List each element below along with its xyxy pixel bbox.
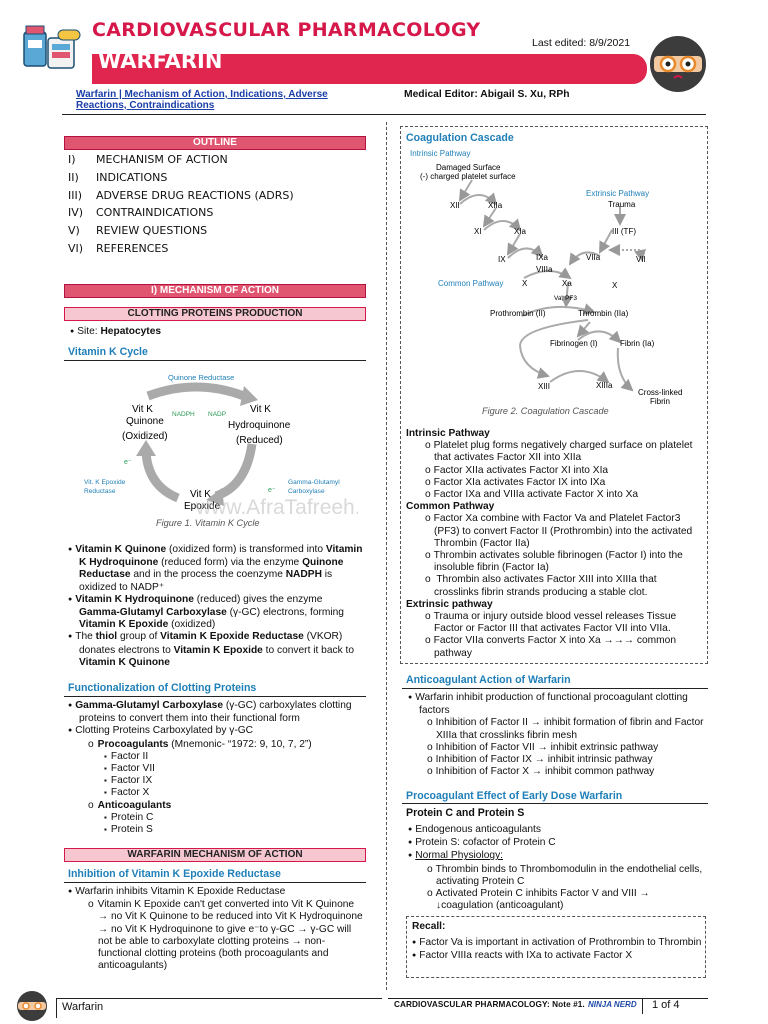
- recall-title: Recall:: [412, 921, 446, 932]
- fig-vitk-quinone: Vit K: [132, 404, 153, 415]
- fig2-ixa: IXa: [536, 253, 549, 262]
- fig2-iii: III (TF): [612, 227, 636, 236]
- fig2-xa: Xa: [562, 279, 572, 288]
- fig-epoxide: Epoxide: [184, 501, 221, 512]
- extrinsic-heading: Extrinsic pathway: [406, 598, 493, 610]
- course-title: CARDIOVASCULAR PHARMACOLOGY: [92, 19, 481, 41]
- fig-electron-left: e⁻: [124, 459, 132, 466]
- fig2-xia: XIa: [514, 227, 527, 236]
- vitk-cycle-rule: [64, 360, 366, 361]
- fig2-xiiia: XIIIa: [596, 381, 613, 390]
- quinone-reductase-label: Quinone Reductase: [168, 373, 235, 382]
- fig-electron-right: e⁻: [268, 487, 276, 494]
- column-divider: [386, 122, 387, 990]
- fig-vitk-hydro: Vit K: [250, 404, 271, 415]
- fig2-xii: XII: [450, 201, 460, 210]
- fig-quinone: Quinone: [126, 416, 164, 427]
- video-link[interactable]: Warfarin | Mechanism of Action, Indications, Adverse Reactions, Contraindications: [76, 89, 328, 111]
- vkor-inhibition-title: Inhibition of Vitamin K Epoxide Reductase: [68, 868, 281, 880]
- fig-vitk-epoxide: Vit K: [190, 489, 211, 500]
- fig2-damaged1: Damaged Surface: [436, 163, 501, 172]
- footer-ninja-icon: [14, 990, 50, 1022]
- fig2-thrombin: Thrombin (IIa): [578, 309, 629, 318]
- fig2-damaged2: (-) charged platelet surface: [420, 172, 516, 181]
- fig2-ix: IX: [498, 255, 506, 264]
- fig-reduced: (Reduced): [236, 435, 283, 446]
- fig2-xi: XI: [474, 227, 482, 236]
- fig-vker1: Vit. K Epoxide: [84, 479, 126, 486]
- fig2-common-label: Common Pathway: [438, 279, 504, 288]
- anticoag-item: ▪ Protein C: [68, 812, 364, 824]
- outline-item[interactable]: VI) REFERENCES: [68, 241, 169, 255]
- outline-item[interactable]: II) INDICATIONS: [68, 170, 168, 184]
- fig2-crosslinked1: Cross-linked: [638, 388, 683, 397]
- procoag-item: ▪ Factor X: [68, 787, 364, 799]
- last-edited: Last edited: 8/9/2021: [532, 37, 631, 49]
- anticoag-item: ▪ Protein S: [68, 824, 364, 836]
- outline-title: OUTLINE: [64, 136, 366, 150]
- medical-editor: Medical Editor: Abigail S. Xu, RPh: [404, 89, 570, 100]
- fig2-xiii: XIII: [538, 382, 551, 391]
- moa-title: I) MECHANISM OF ACTION: [64, 284, 366, 298]
- fig2-extrinsic-label: Extrinsic Pathway: [586, 189, 650, 198]
- procoag-effect-title: Procoagulant Effect of Early Dose Warfarin: [406, 790, 623, 802]
- fig2-prothrombin: Prothrombin (II): [490, 309, 546, 318]
- nadph-label: NADPH: [172, 411, 195, 418]
- fig2-intrinsic-label: Intrinsic Pathway: [410, 149, 471, 158]
- footer-rule-left: [56, 998, 382, 999]
- procoag-sub: Protein C and Protein S: [406, 807, 525, 819]
- fig2-trauma: Trauma: [608, 200, 636, 209]
- fig2-crosslinked2: Fibrin: [650, 397, 671, 406]
- vitk-cycle-title: Vitamin K Cycle: [68, 346, 148, 358]
- page-number: 1 of 4: [652, 999, 680, 1011]
- recall-notes: ● Factor Va is important in activation of Prothrombin to Thrombin ● Factor VIIIa reacts with IXa to activate Factor X: [412, 937, 702, 963]
- pharmacy-logo: [18, 22, 88, 74]
- outline-item[interactable]: I) MECHANISM OF ACTION: [68, 153, 228, 166]
- outline-item[interactable]: V) REVIEW QUESTIONS: [68, 224, 208, 238]
- outline-item[interactable]: IV) CONTRAINDICATIONS: [68, 206, 214, 220]
- procoag-item: ▪ Factor IX: [68, 775, 364, 787]
- ninja-avatar: [648, 34, 708, 94]
- fig-oxidized: (Oxidized): [122, 431, 168, 442]
- vitk-cycle-notes: ● Vitamin K Quinone (oxidized form) is transformed into Vitamin K Hydroquinone (reduced form) via the enzyme Quinone Reductase and in the process the coenzyme NADPH is oxidized to NADP⁺ ● Vitamin K Hydroquinone (reduced) gives the enzyme Gamma-Glutamyl Carboxylase (γ-GC) electrons, forming Vitamin K Epoxide (oxidized) ● The thiol group of Vitamin K Epoxide Reductase (VKOR) donates electrons to Vitamin K Epoxide to convert it back to Vitamin K Quinone: [68, 544, 364, 669]
- figure2-caption: Figure 2. Coagulation Cascade: [482, 406, 609, 416]
- fig2-xiia: XIIa: [488, 201, 503, 210]
- fig2-x2: X: [612, 281, 618, 290]
- pathway-notes: Intrinsic Pathway o Platelet plug forms negatively charged surface on platelet that activates Factor XII into XIIa o Factor XIIa activates Factor XI into XIa o Factor XIa activates Factor IX into IXa o Factor IXa and VIIIa activate Factor X into Xa Common Pathway o Factor Xa combine with Factor Va and Platelet Factor3 (PF3) to convert Factor II (Prothrombin) into the activated Thrombin (Factor IIa) o Thrombin activates soluble fibrinogen (Factor I) into the insoluble fibrin (Factor Ia) o Thrombin also activates Factor XIII into XIIIa that crosslinks fibrin strands producing a stable clot. Extrinsic pathway o Trauma or injury outside blood vessel releases Tissue Factor or Factor III that activates Factor VII into VIIa. o Factor VIIa converts Factor X into Xa →→→ common pathway: [406, 428, 704, 660]
- intrinsic-heading: Intrinsic Pathway: [406, 428, 490, 439]
- nadp-label: NADP: [208, 411, 227, 418]
- common-heading: Common Pathway: [406, 501, 495, 513]
- footer-sep-left: [56, 998, 57, 1018]
- fig2-vii: VII: [636, 255, 646, 264]
- procoag-rule: [402, 803, 708, 804]
- functionalization-title: Functionalization of Clotting Proteins: [68, 682, 257, 694]
- header-divider: [62, 114, 706, 115]
- clotting-title: CLOTTING PROTEINS PRODUCTION: [64, 307, 366, 321]
- fig2-x1: X: [522, 279, 528, 288]
- anticoag-notes: ● Warfarin inhibit production of functional procoagulant clotting factors o Inhibition of Factor II → inhibit formation of fibrin and Factor XIIIa that crosslinks fibrin mesh o Inhibition of Factor VII → inhibit extrinsic pathway o Inhibition of Factor IX → inhibit intrinsic pathway o Inhibition of Factor X → inhibit common pathway: [408, 692, 704, 778]
- watermark-text: www.AfraTafreeh: [196, 496, 355, 516]
- footer-sep-right: [642, 998, 643, 1014]
- coag-cascade-title: Coagulation Cascade: [406, 132, 514, 144]
- outline-item[interactable]: III) ADVERSE DRUG REACTIONS (ADRS): [68, 188, 294, 202]
- topic-title: WARFARIN: [98, 49, 223, 73]
- anticoag-rule: [402, 688, 708, 689]
- warfarin-moa-title: WARFARIN MECHANISM OF ACTION: [64, 848, 366, 862]
- figure1-caption: Figure 1. Vitamin K Cycle: [156, 518, 260, 528]
- footer-course: CARDIOVASCULAR PHARMACOLOGY: Note #1.: [394, 1000, 585, 1009]
- functionalization-rule: [64, 696, 366, 697]
- functionalization-notes: ● Gamma-Glutamyl Carboxylase (γ-GC) carboxylates clotting proteins to convert them into their functional form ● Clotting Proteins Carboxylated by γ-GC o Procoagulants (Mnemonic- “1972: 9, 10, 7, 2”) ▪ Factor II ▪ Factor VII ▪ Factor IX ▪ Factor X o Anticoagulants ▪ Protein C ▪ Protein S: [68, 700, 364, 836]
- footer-left: Warfarin: [62, 1001, 104, 1013]
- vkor-rule: [64, 882, 366, 883]
- procoag-item: ▪ Factor II: [68, 751, 364, 763]
- fig2-va: Va, PF3: [554, 295, 578, 302]
- fig-ggc1: Gamma-Glutamyl: [288, 479, 340, 486]
- footer-brand: NINJA NERD: [588, 1000, 637, 1009]
- fig-vker2: Reductase: [84, 488, 116, 495]
- procoag-item: ▪ Factor VII: [68, 763, 364, 775]
- procoag-notes: ● Endogenous anticoagulants ● Protein S: cofactor of Protein C ● Normal Physiology: o Thrombin binds to Thrombomodulin in the endothelial cells, activating Protein C o Activated Protein C inhibits Factor V and VIII → ↓coagulation (anticoagulant): [408, 824, 704, 912]
- vitk-cycle-figure: [76, 368, 358, 516]
- fig2-fibrin: Fibrin (Ia): [620, 339, 655, 348]
- fig2-viia: VIIa: [586, 253, 601, 262]
- anticoag-action-title: Anticoagulant Action of Warfarin: [406, 674, 571, 686]
- outline-list: [68, 151, 294, 258]
- fig2-viiia: VIIIa: [536, 265, 553, 274]
- fig-ggc2: Carboxylase: [288, 488, 325, 495]
- warfarin-moa-notes: ● Warfarin inhibits Vitamin K Epoxide Reductase o Vitamin K Epoxide can't get converted into Vit K Quinone → no Vit K Quinone to be reduced into Vit K Hydroquinone → no Vit K Hydroquinone to give e⁻to γ-GC → γ-GC will not be able to carboxylate clotting proteins → non-functional clotting proteins (both procoagulants and anticoagulants): [68, 886, 364, 972]
- coag-cascade-figure: [404, 146, 704, 408]
- fig-hydroquinone: Hydroquinone: [228, 420, 291, 431]
- site-text: ● Site: Hepatocytes: [70, 326, 161, 339]
- fig2-fibrinogen: Fibrinogen (I): [550, 339, 598, 348]
